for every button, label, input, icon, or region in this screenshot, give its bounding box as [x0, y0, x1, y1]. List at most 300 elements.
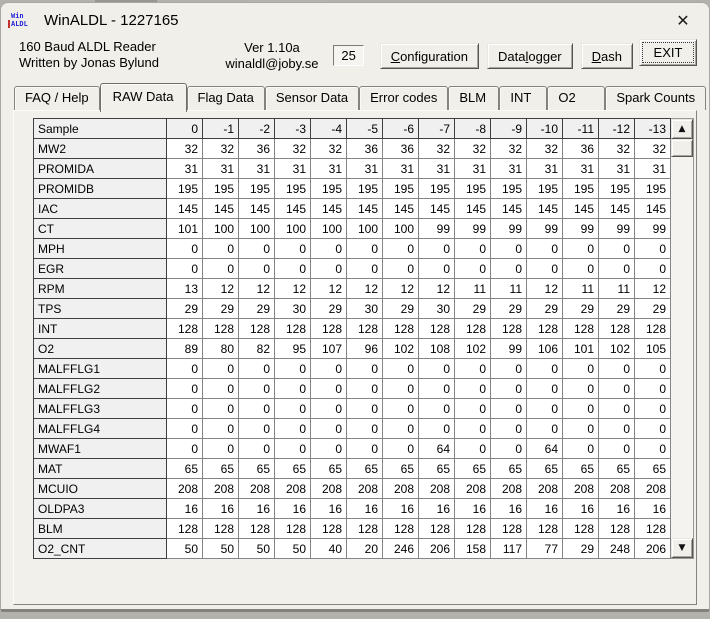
- cell: 0: [527, 379, 563, 399]
- cell: 31: [275, 159, 311, 179]
- cell: 0: [347, 259, 383, 279]
- cell: 208: [563, 479, 599, 499]
- cell: 128: [383, 319, 419, 339]
- cell: 102: [455, 339, 491, 359]
- scroll-thumb[interactable]: [671, 139, 693, 157]
- cell: 32: [167, 139, 203, 159]
- row-label: MWAF1: [34, 439, 167, 459]
- cell: 128: [599, 519, 635, 539]
- table-row: [34, 419, 671, 439]
- cell: 36: [239, 139, 275, 159]
- cell: 0: [203, 439, 239, 459]
- cell: 195: [347, 179, 383, 199]
- column-header: -5: [347, 119, 383, 139]
- cell: 0: [419, 419, 455, 439]
- cell: 16: [599, 499, 635, 519]
- cell: 0: [635, 399, 671, 419]
- cell: 32: [203, 139, 239, 159]
- cell: 0: [203, 259, 239, 279]
- cell: 29: [167, 299, 203, 319]
- cell: 0: [167, 359, 203, 379]
- cell: 0: [311, 359, 347, 379]
- cell: 145: [347, 199, 383, 219]
- table-row: [34, 499, 671, 519]
- cell: 102: [383, 339, 419, 359]
- cell: 195: [383, 179, 419, 199]
- cell: 128: [491, 319, 527, 339]
- column-header: -13: [635, 119, 671, 139]
- column-header: -6: [383, 119, 419, 139]
- cell: 20: [347, 539, 383, 559]
- cell: 0: [599, 259, 635, 279]
- cell: 0: [419, 259, 455, 279]
- scroll-up-button[interactable]: [671, 119, 693, 139]
- cell: 145: [383, 199, 419, 219]
- column-header: -8: [455, 119, 491, 139]
- cell: 195: [419, 179, 455, 199]
- column-header: -9: [491, 119, 527, 139]
- cell: 195: [599, 179, 635, 199]
- cell: 99: [419, 219, 455, 239]
- cell: 50: [275, 539, 311, 559]
- cell: 0: [275, 359, 311, 379]
- cell: 208: [491, 479, 527, 499]
- cell: 31: [167, 159, 203, 179]
- table-row: [34, 159, 671, 179]
- version-number: Ver 1.10a: [244, 40, 300, 55]
- cell: 0: [167, 399, 203, 419]
- cell: 195: [563, 179, 599, 199]
- cell: 0: [347, 239, 383, 259]
- cell: 0: [239, 259, 275, 279]
- scroll-down-button[interactable]: [671, 538, 693, 558]
- cell: 101: [167, 219, 203, 239]
- cell: 31: [599, 159, 635, 179]
- cell: 99: [455, 219, 491, 239]
- table-row: [34, 519, 671, 539]
- cell: 0: [599, 239, 635, 259]
- vertical-scrollbar[interactable]: [671, 118, 694, 559]
- cell: 0: [599, 399, 635, 419]
- cell: 65: [275, 459, 311, 479]
- contact-email: winaldl@joby.se: [225, 56, 319, 71]
- cell: 31: [455, 159, 491, 179]
- cell: 195: [203, 179, 239, 199]
- cell: 0: [563, 359, 599, 379]
- cell: 0: [635, 359, 671, 379]
- cell: 128: [599, 319, 635, 339]
- row-label: PROMIDB: [34, 179, 167, 199]
- row-label: RPM: [34, 279, 167, 299]
- table-row: [34, 479, 671, 499]
- cell: 0: [167, 259, 203, 279]
- cell: 0: [527, 419, 563, 439]
- tab-blm[interactable]: BLM: [448, 86, 499, 110]
- tab-sensor-data[interactable]: Sensor Data: [265, 86, 359, 110]
- column-header: -12: [599, 119, 635, 139]
- cell: 0: [527, 359, 563, 379]
- cell: 29: [311, 299, 347, 319]
- cell: 13: [167, 279, 203, 299]
- cell: 0: [599, 379, 635, 399]
- cell: 0: [275, 239, 311, 259]
- cell: 0: [563, 419, 599, 439]
- cell: 128: [635, 519, 671, 539]
- cell: 12: [275, 279, 311, 299]
- cell: 208: [455, 479, 491, 499]
- cell: 128: [275, 519, 311, 539]
- cell: 31: [635, 159, 671, 179]
- cell: 128: [419, 319, 455, 339]
- cell: 0: [563, 439, 599, 459]
- table-row: [34, 399, 671, 419]
- table-row: [34, 319, 671, 339]
- cell: 195: [491, 179, 527, 199]
- tab-spark-counts[interactable]: Spark Counts: [605, 86, 706, 110]
- raw-data-grid: [33, 118, 694, 559]
- close-button[interactable]: [661, 6, 705, 34]
- column-header: -11: [563, 119, 599, 139]
- cell: 11: [563, 279, 599, 299]
- cell: 246: [383, 539, 419, 559]
- cell: 128: [347, 519, 383, 539]
- cell: 0: [383, 419, 419, 439]
- cell: 64: [419, 439, 455, 459]
- table-row: [34, 279, 671, 299]
- cell: 31: [491, 159, 527, 179]
- cell: 128: [527, 319, 563, 339]
- cell: 208: [311, 479, 347, 499]
- cell: 31: [311, 159, 347, 179]
- cell: 208: [239, 479, 275, 499]
- row-label: PROMIDA: [34, 159, 167, 179]
- cell: 128: [347, 319, 383, 339]
- cell: 32: [455, 139, 491, 159]
- cell: 29: [383, 299, 419, 319]
- cell: 65: [635, 459, 671, 479]
- cell: 128: [527, 519, 563, 539]
- cell: 29: [455, 299, 491, 319]
- cell: 0: [491, 419, 527, 439]
- cell: 16: [347, 499, 383, 519]
- raw-data-table: [33, 118, 671, 559]
- row-label: CT: [34, 219, 167, 239]
- cell: 0: [239, 439, 275, 459]
- cell: 0: [635, 379, 671, 399]
- cell: 16: [311, 499, 347, 519]
- cell: 0: [563, 399, 599, 419]
- cell: 31: [203, 159, 239, 179]
- cell: 0: [527, 399, 563, 419]
- cell: 145: [311, 199, 347, 219]
- cell: 158: [455, 539, 491, 559]
- cell: 0: [275, 259, 311, 279]
- cell: 16: [167, 499, 203, 519]
- cell: 65: [203, 459, 239, 479]
- cell: 65: [455, 459, 491, 479]
- column-header: 0: [167, 119, 203, 139]
- cell: 99: [527, 219, 563, 239]
- cell: 12: [527, 279, 563, 299]
- cell: 128: [491, 519, 527, 539]
- cell: 195: [455, 179, 491, 199]
- table-header-row: [34, 119, 671, 139]
- arrow-up-icon: ▲: [678, 123, 686, 134]
- cell: 99: [635, 219, 671, 239]
- cell: 0: [491, 399, 527, 419]
- cell: 99: [491, 339, 527, 359]
- cell: 117: [491, 539, 527, 559]
- cell: 16: [239, 499, 275, 519]
- cell: 206: [635, 539, 671, 559]
- row-label: MALFFLG3: [34, 399, 167, 419]
- cell: 0: [239, 239, 275, 259]
- cell: 32: [635, 139, 671, 159]
- column-header: -10: [527, 119, 563, 139]
- cell: 100: [347, 219, 383, 239]
- cell: 31: [563, 159, 599, 179]
- row-label: MPH: [34, 239, 167, 259]
- cell: 0: [203, 399, 239, 419]
- cell: 145: [167, 199, 203, 219]
- cell: 31: [527, 159, 563, 179]
- cell: 128: [203, 319, 239, 339]
- cell: 0: [491, 379, 527, 399]
- row-label: BLM: [34, 519, 167, 539]
- cell: 36: [383, 139, 419, 159]
- cell: 0: [383, 239, 419, 259]
- cell: 0: [527, 259, 563, 279]
- row-label: OLDPA3: [34, 499, 167, 519]
- cell: 0: [383, 359, 419, 379]
- datalogger-button[interactable]: Datalogger: [487, 43, 573, 69]
- cell: 32: [311, 139, 347, 159]
- cell: 0: [455, 359, 491, 379]
- table-row: [34, 359, 671, 379]
- cell: 50: [167, 539, 203, 559]
- tab-raw-data[interactable]: RAW Data: [100, 83, 187, 112]
- cell: 208: [167, 479, 203, 499]
- cell: 0: [563, 259, 599, 279]
- app-window: [0, 2, 710, 612]
- cell: 40: [311, 539, 347, 559]
- cell: 11: [455, 279, 491, 299]
- cell: 0: [167, 239, 203, 259]
- cell: 16: [275, 499, 311, 519]
- cell: 208: [419, 479, 455, 499]
- cell: 145: [203, 199, 239, 219]
- cell: 16: [635, 499, 671, 519]
- cell: 16: [491, 499, 527, 519]
- cell: 128: [419, 519, 455, 539]
- cell: 128: [383, 519, 419, 539]
- row-label: MALFFLG2: [34, 379, 167, 399]
- row-label: MW2: [34, 139, 167, 159]
- cell: 11: [599, 279, 635, 299]
- table-row: [34, 459, 671, 479]
- cell: 0: [311, 379, 347, 399]
- column-header: -4: [311, 119, 347, 139]
- row-label: MCUIO: [34, 479, 167, 499]
- cell: 208: [599, 479, 635, 499]
- row-label: TPS: [34, 299, 167, 319]
- header-buttons: [380, 43, 633, 69]
- row-label: O2_CNT: [34, 539, 167, 559]
- cell: 0: [383, 259, 419, 279]
- cell: 102: [599, 339, 635, 359]
- cell: 99: [599, 219, 635, 239]
- cell: 29: [203, 299, 239, 319]
- cell: 0: [491, 239, 527, 259]
- cell: 0: [635, 259, 671, 279]
- header: [1, 35, 709, 81]
- cell: 0: [635, 419, 671, 439]
- cell: 12: [419, 279, 455, 299]
- table-row: [34, 439, 671, 459]
- cell: 145: [275, 199, 311, 219]
- cell: 0: [347, 399, 383, 419]
- cell: 0: [455, 259, 491, 279]
- column-header: -1: [203, 119, 239, 139]
- cell: 0: [275, 419, 311, 439]
- cell: 95: [275, 339, 311, 359]
- tab-page-raw-data: [13, 110, 697, 605]
- cell: 0: [527, 239, 563, 259]
- cell: 145: [563, 199, 599, 219]
- cell: 0: [311, 419, 347, 439]
- cell: 31: [347, 159, 383, 179]
- cell: 0: [419, 239, 455, 259]
- cell: 128: [563, 319, 599, 339]
- cell: 77: [527, 539, 563, 559]
- cell: 0: [311, 439, 347, 459]
- row-label: INT: [34, 319, 167, 339]
- cell: 0: [635, 239, 671, 259]
- app-logo-icon: Win ALDL: [11, 10, 35, 30]
- cell: 16: [419, 499, 455, 519]
- cell: 65: [527, 459, 563, 479]
- exit-button[interactable]: EXIT: [639, 39, 697, 66]
- cell: 0: [275, 399, 311, 419]
- app-description: [19, 39, 218, 71]
- cell: 0: [383, 439, 419, 459]
- cell: 145: [599, 199, 635, 219]
- cell: 195: [311, 179, 347, 199]
- cell: 16: [383, 499, 419, 519]
- table-row: [34, 239, 671, 259]
- table-row: [34, 299, 671, 319]
- cell: 12: [635, 279, 671, 299]
- cell: 0: [347, 419, 383, 439]
- cell: 208: [527, 479, 563, 499]
- cell: 12: [239, 279, 275, 299]
- tab-strip: [1, 81, 709, 110]
- cell: 145: [419, 199, 455, 219]
- cell: 65: [419, 459, 455, 479]
- cell: 100: [203, 219, 239, 239]
- cell: 32: [491, 139, 527, 159]
- cell: 195: [635, 179, 671, 199]
- cell: 128: [455, 519, 491, 539]
- cell: 11: [491, 279, 527, 299]
- cell: 16: [527, 499, 563, 519]
- cell: 29: [527, 299, 563, 319]
- cell: 128: [311, 319, 347, 339]
- cell: 128: [563, 519, 599, 539]
- cell: 105: [635, 339, 671, 359]
- cell: 0: [455, 419, 491, 439]
- cell: 65: [347, 459, 383, 479]
- cell: 0: [239, 359, 275, 379]
- cell: 208: [347, 479, 383, 499]
- cell: 0: [455, 399, 491, 419]
- tab-error-codes[interactable]: Error codes: [359, 86, 448, 110]
- row-label: MALFFLG4: [34, 419, 167, 439]
- configuration-button[interactable]: Configuration: [380, 43, 479, 69]
- cell: 29: [239, 299, 275, 319]
- cell: 80: [203, 339, 239, 359]
- tab-int[interactable]: INT: [499, 86, 547, 110]
- cell: 82: [239, 339, 275, 359]
- cell: 0: [311, 399, 347, 419]
- cell: 0: [311, 239, 347, 259]
- row-label: MALFFLG1: [34, 359, 167, 379]
- cell: 31: [239, 159, 275, 179]
- cell: 101: [563, 339, 599, 359]
- cell: 208: [635, 479, 671, 499]
- cell: 208: [275, 479, 311, 499]
- cell: 29: [563, 299, 599, 319]
- dash-button[interactable]: Dash: [581, 43, 633, 69]
- cell: 0: [455, 439, 491, 459]
- cell: 30: [347, 299, 383, 319]
- cell: 195: [275, 179, 311, 199]
- cell: 16: [455, 499, 491, 519]
- title-bar: [1, 3, 709, 35]
- row-label: EGR: [34, 259, 167, 279]
- cell: 0: [491, 359, 527, 379]
- cell: 128: [203, 519, 239, 539]
- window-title: WinALDL - 1227165: [44, 11, 179, 29]
- cell: 145: [635, 199, 671, 219]
- cell: 64: [527, 439, 563, 459]
- cell: 208: [383, 479, 419, 499]
- row-label: IAC: [34, 199, 167, 219]
- table-row: [34, 339, 671, 359]
- cell: 0: [239, 419, 275, 439]
- cell: 65: [239, 459, 275, 479]
- scroll-track[interactable]: [671, 157, 693, 538]
- cell: 0: [311, 259, 347, 279]
- cell: 128: [275, 319, 311, 339]
- cell: 145: [491, 199, 527, 219]
- cell: 128: [167, 519, 203, 539]
- cell: 0: [167, 439, 203, 459]
- cell: 0: [419, 399, 455, 419]
- cell: 65: [311, 459, 347, 479]
- cell: 128: [311, 519, 347, 539]
- tab-flag-data[interactable]: Flag Data: [187, 86, 265, 110]
- table-row: [34, 199, 671, 219]
- cell: 108: [419, 339, 455, 359]
- cell: 107: [311, 339, 347, 359]
- cell: 0: [239, 399, 275, 419]
- cell: 32: [275, 139, 311, 159]
- tab-faq-help[interactable]: FAQ / Help: [14, 86, 100, 110]
- tab-o2[interactable]: O2: [547, 86, 605, 110]
- close-icon: ✕: [676, 10, 690, 30]
- cell: 29: [599, 299, 635, 319]
